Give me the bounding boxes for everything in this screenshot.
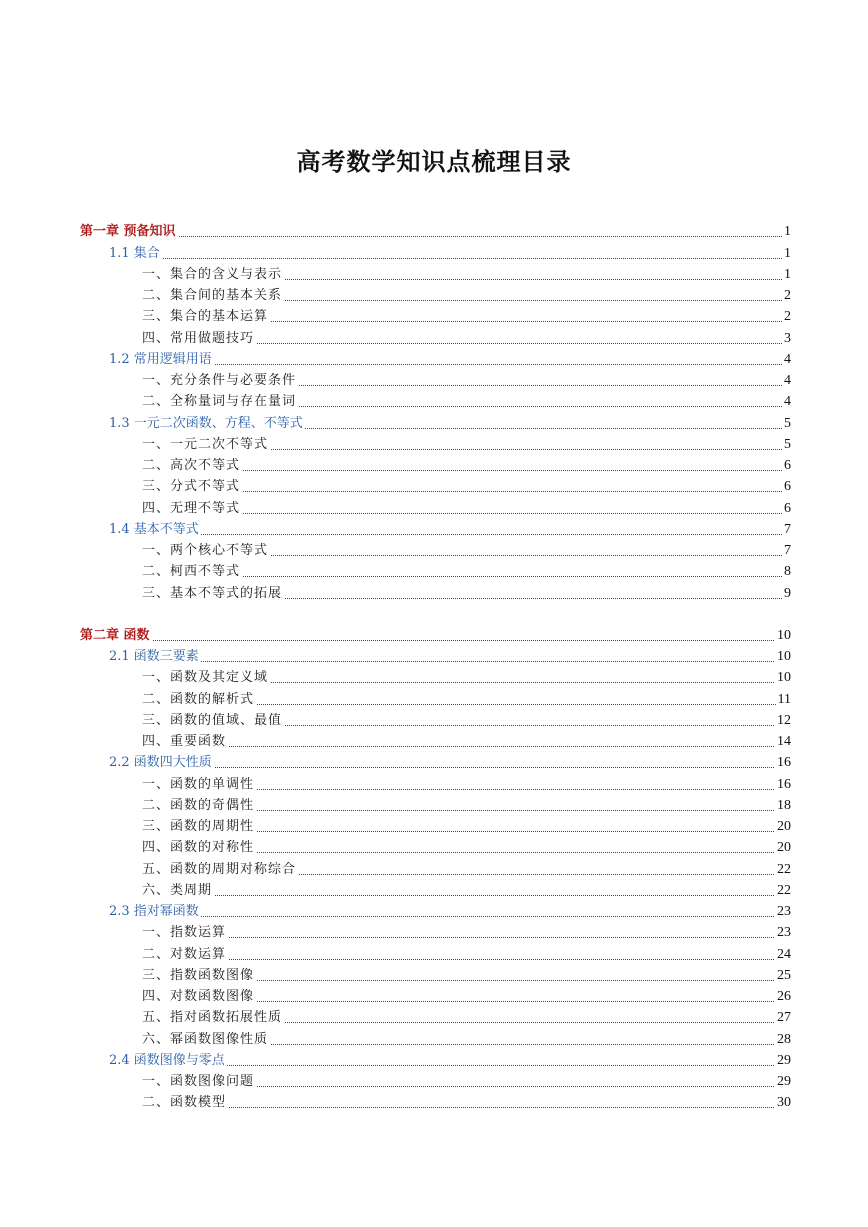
toc-section-entry[interactable]: [0, 519, 868, 540]
page-title: 高考数学知识点梳理目录: [296, 147, 572, 176]
dot-leader: [142, 746, 790, 747]
toc-entry-label: 二、对数运算: [142, 946, 227, 962]
toc-page-number: 20: [777, 819, 791, 834]
toc-page-number: 18: [777, 797, 791, 813]
toc-entry-label: 三、集合的基本运算: [142, 309, 269, 325]
toc-entry-label: 一、充分条件与必要条件: [142, 373, 297, 388]
toc-page-number: 5: [784, 436, 791, 452]
toc-entry-label: 第二章 函数: [80, 627, 150, 643]
toc-page-number: 24: [777, 946, 791, 962]
toc-subsection-entry[interactable]: [0, 370, 868, 391]
toc-chapter-entry[interactable]: [0, 625, 868, 646]
toc-subsection-entry[interactable]: [0, 688, 868, 709]
toc-page-number: 8: [784, 564, 791, 580]
toc-page-number: 2: [784, 309, 791, 325]
toc-subsection-entry[interactable]: [0, 837, 868, 858]
toc-page-number: 29: [777, 1052, 791, 1068]
toc-page-number: 23: [777, 904, 791, 919]
toc-entry-label: 2.4 函数图像与零点: [109, 1052, 225, 1068]
dot-leader: [109, 661, 790, 662]
toc-page-number: 7: [784, 543, 791, 558]
toc-subsection-entry[interactable]: [0, 965, 868, 986]
toc-page-number: 16: [777, 755, 791, 771]
toc-subsection-entry[interactable]: [0, 816, 868, 837]
toc-entry-label: 一、两个核心不等式: [142, 543, 269, 558]
toc-entry-label: 2.2 函数四大性质: [109, 755, 212, 771]
toc-entry-label: 1.2 常用逻辑用语: [109, 351, 212, 367]
dot-leader: [80, 236, 790, 237]
toc-subsection-entry[interactable]: [0, 710, 868, 731]
toc-entry-label: 四、常用做题技巧: [142, 330, 255, 346]
toc-entry-label: 二、函数的解析式: [142, 691, 255, 707]
toc-entry-label: 二、函数模型: [142, 1095, 227, 1111]
toc-subsection-entry[interactable]: [0, 1071, 868, 1092]
toc-entry-label: 二、高次不等式: [142, 458, 241, 473]
toc-subsection-entry[interactable]: [0, 880, 868, 901]
toc-page-number: 3: [784, 330, 791, 346]
dot-leader: [109, 258, 790, 259]
toc-subsection-entry[interactable]: [0, 540, 868, 561]
toc-section-entry[interactable]: [0, 646, 868, 667]
toc-entry-label: 2.1 函数三要素: [109, 649, 199, 664]
toc-subsection-entry[interactable]: [0, 986, 868, 1007]
toc-subsection-entry[interactable]: [0, 285, 868, 306]
toc-subsection-entry[interactable]: [0, 391, 868, 412]
toc-entry-label: 2.3 指对幂函数: [109, 904, 199, 919]
toc-entry-label: 1.1 集合: [109, 245, 160, 261]
toc-subsection-entry[interactable]: [0, 561, 868, 582]
toc-entry-label: 一、函数的单调性: [142, 776, 255, 792]
toc-page-number: 23: [777, 925, 791, 941]
toc-entry-label: 二、柯西不等式: [142, 564, 241, 580]
toc-entry-label: 四、无理不等式: [142, 500, 241, 516]
toc-section-entry[interactable]: [0, 752, 868, 773]
toc-page-number: 30: [777, 1095, 791, 1111]
toc-entry-label: 第一章 预备知识: [80, 224, 176, 240]
toc-page-number: 16: [777, 776, 791, 792]
toc-section-entry[interactable]: [0, 242, 868, 263]
toc-page-number: 20: [777, 840, 791, 856]
toc-page-number: 1: [784, 245, 791, 261]
toc-entry-label: 三、函数的值域、最值: [142, 712, 283, 728]
toc-entry-label: 一、函数图像问题: [142, 1074, 255, 1089]
toc-section-entry[interactable]: [0, 412, 868, 433]
toc-entry-label: 六、幂函数图像性质: [142, 1031, 269, 1047]
toc-section-entry[interactable]: [0, 349, 868, 370]
toc-page-number: 1: [784, 224, 791, 240]
toc-subsection-entry[interactable]: [0, 582, 868, 603]
toc-subsection-entry[interactable]: [0, 1028, 868, 1049]
toc-page-number: 7: [784, 521, 791, 537]
toc-page-number: 22: [777, 882, 791, 898]
dot-leader: [109, 916, 790, 917]
toc-subsection-entry[interactable]: [0, 434, 868, 455]
toc-page-number: 28: [777, 1031, 791, 1047]
toc-subsection-entry[interactable]: [0, 327, 868, 348]
toc-chapter-entry[interactable]: [0, 221, 868, 242]
toc-section-entry[interactable]: [0, 1050, 868, 1071]
toc-subsection-entry[interactable]: [0, 943, 868, 964]
toc-subsection-entry[interactable]: [0, 731, 868, 752]
toc-page-number: 26: [777, 989, 791, 1004]
table-of-contents: [0, 221, 868, 1113]
toc-page-number: 27: [777, 1010, 791, 1026]
toc-page-number: 4: [784, 373, 791, 388]
toc-page-number: 4: [784, 394, 791, 410]
toc-page-number: 1: [784, 266, 791, 282]
dot-leader: [142, 895, 790, 896]
toc-page-number: 6: [784, 479, 791, 495]
toc-entry-label: 三、函数的周期性: [142, 819, 255, 834]
toc-entry-label: 四、重要函数: [142, 734, 227, 749]
toc-page-number: 22: [777, 861, 791, 877]
toc-section-entry[interactable]: [0, 901, 868, 922]
toc-page-number: 4: [784, 351, 791, 367]
toc-entry-label: 1.3 一元二次函数、方程、不等式: [109, 415, 303, 431]
toc-subsection-entry[interactable]: [0, 795, 868, 816]
toc-subsection-entry[interactable]: [0, 922, 868, 943]
toc-entry-label: 三、基本不等式的拓展: [142, 585, 283, 601]
toc-subsection-entry[interactable]: [0, 264, 868, 285]
toc-page-number: 10: [777, 670, 791, 686]
toc-page-number: 9: [784, 585, 791, 601]
toc-subsection-entry[interactable]: [0, 306, 868, 327]
toc-page-number: 10: [777, 627, 791, 643]
toc-page-number: 2: [784, 288, 791, 303]
toc-page-number: 25: [777, 967, 791, 983]
toc-entry-label: 四、对数函数图像: [142, 989, 255, 1004]
toc-page-number: 5: [784, 415, 791, 431]
toc-entry-label: 五、函数的周期对称综合: [142, 861, 297, 877]
toc-page-number: 6: [784, 458, 791, 473]
toc-entry-label: 三、分式不等式: [142, 479, 241, 495]
toc-entry-label: 一、集合的含义与表示: [142, 266, 283, 282]
toc-subsection-entry[interactable]: [0, 1007, 868, 1028]
toc-subsection-entry[interactable]: [0, 476, 868, 497]
dot-leader: [109, 534, 790, 535]
toc-subsection-entry[interactable]: [0, 497, 868, 518]
dot-leader: [142, 1107, 790, 1108]
toc-chapter-block: [0, 221, 868, 604]
dot-leader: [142, 937, 790, 938]
toc-entry-label: 一、指数运算: [142, 925, 227, 941]
toc-subsection-entry[interactable]: [0, 1092, 868, 1113]
toc-page-number: 14: [777, 734, 791, 749]
toc-subsection-entry[interactable]: [0, 667, 868, 688]
toc-chapter-block: [0, 625, 868, 1114]
toc-entry-label: 1.4 基本不等式: [109, 521, 199, 537]
toc-entry-label: 二、集合间的基本关系: [142, 288, 283, 303]
toc-subsection-entry[interactable]: [0, 455, 868, 476]
toc-page-number: 10: [777, 649, 791, 664]
toc-entry-label: 一、函数及其定义域: [142, 670, 269, 686]
toc-entry-label: 三、指数函数图像: [142, 967, 255, 983]
toc-subsection-entry[interactable]: [0, 773, 868, 794]
toc-entry-label: 四、函数的对称性: [142, 840, 255, 856]
toc-subsection-entry[interactable]: [0, 858, 868, 879]
toc-entry-label: 五、指对函数拓展性质: [142, 1010, 283, 1026]
dot-leader: [142, 959, 790, 960]
toc-page-number: 29: [777, 1074, 791, 1089]
toc-page-number: 11: [777, 691, 791, 707]
toc-entry-label: 二、函数的奇偶性: [142, 797, 255, 813]
toc-entry-label: 二、全称量词与存在量词: [142, 394, 297, 410]
dot-leader: [80, 640, 790, 641]
toc-page-number: 12: [777, 712, 791, 728]
toc-entry-label: 一、一元二次不等式: [142, 436, 269, 452]
toc-page-number: 6: [784, 500, 791, 516]
toc-entry-label: 六、类周期: [142, 882, 213, 898]
